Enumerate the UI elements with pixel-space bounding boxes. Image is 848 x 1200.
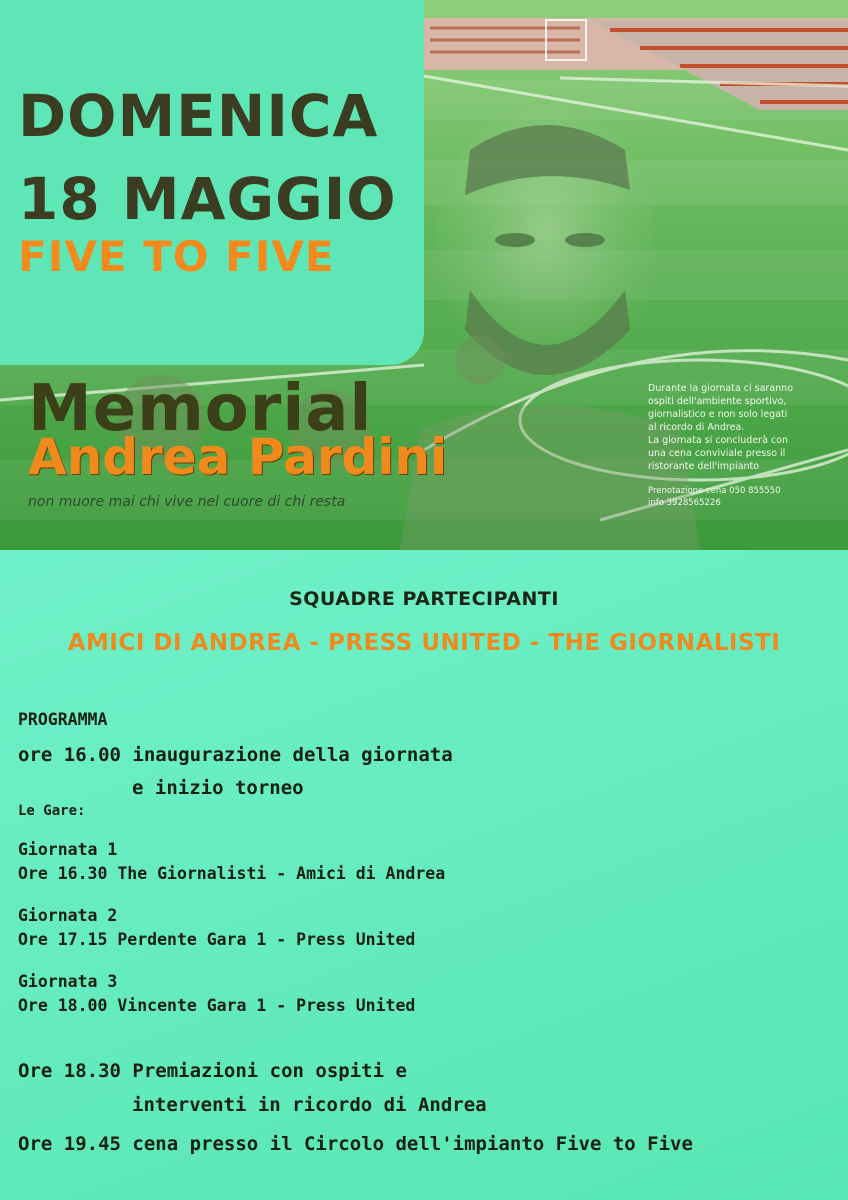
opening-line-1: ore 16.00 inaugurazione della giornata — [18, 744, 453, 766]
info-line: ospiti dell'ambiente sportivo, — [648, 396, 787, 407]
banner — [0, 0, 848, 550]
match-giornata: Giornata 1 — [18, 840, 118, 859]
event-venue: FIVE TO FIVE — [18, 232, 335, 281]
gare-label: Le Gare: — [18, 803, 86, 819]
memorial-motto: non muore mai chi vive nel cuore di chi resta — [28, 494, 346, 510]
match-line: Ore 17.15 Perdente Gara 1 - Press United — [18, 930, 416, 949]
info-line: al ricordo di Andrea. — [648, 422, 745, 433]
info-line: giornalistico e non solo legati — [648, 409, 788, 420]
info-line: una cena conviviale presso il — [648, 448, 786, 459]
info-line: Durante la giornata ci saranno — [648, 383, 794, 394]
contact-phone: info 3928565226 — [648, 498, 721, 508]
programma-heading: PROGRAMMA — [18, 710, 108, 729]
memorial-title: Memorial — [28, 372, 373, 446]
memorial-name: Andrea Pardini — [28, 428, 448, 486]
booking-phone: Prenotazione cena 050 855550 — [648, 486, 781, 496]
match-giornata: Giornata 3 — [18, 972, 118, 991]
dinner-line: Ore 19.45 cena presso il Circolo dell'impianto Five to Five — [18, 1133, 693, 1155]
awards-line-2: interventi in ricordo di Andrea — [132, 1094, 487, 1116]
info-line: La giornata si concluderà con — [648, 435, 788, 446]
awards-line-1: Ore 18.30 Premiazioni con ospiti e — [18, 1060, 407, 1082]
event-day: DOMENICA — [18, 82, 379, 150]
teams-list: AMICI DI ANDREA - PRESS UNITED - THE GIORNALISTI — [67, 630, 781, 656]
event-date: 18 MAGGIO — [18, 165, 397, 233]
match-line: Ore 16.30 The Giornalisti - Amici di Andrea — [18, 864, 446, 883]
teams-title: SQUADRE PARTECIPANTI — [289, 588, 559, 610]
info-box — [648, 382, 844, 509]
opening-line-2: e inizio torneo — [132, 777, 304, 799]
info-line: ristorante dell'impianto — [648, 461, 760, 472]
match-giornata: Giornata 2 — [18, 906, 118, 925]
match-line: Ore 18.00 Vincente Gara 1 - Press United — [18, 996, 416, 1015]
